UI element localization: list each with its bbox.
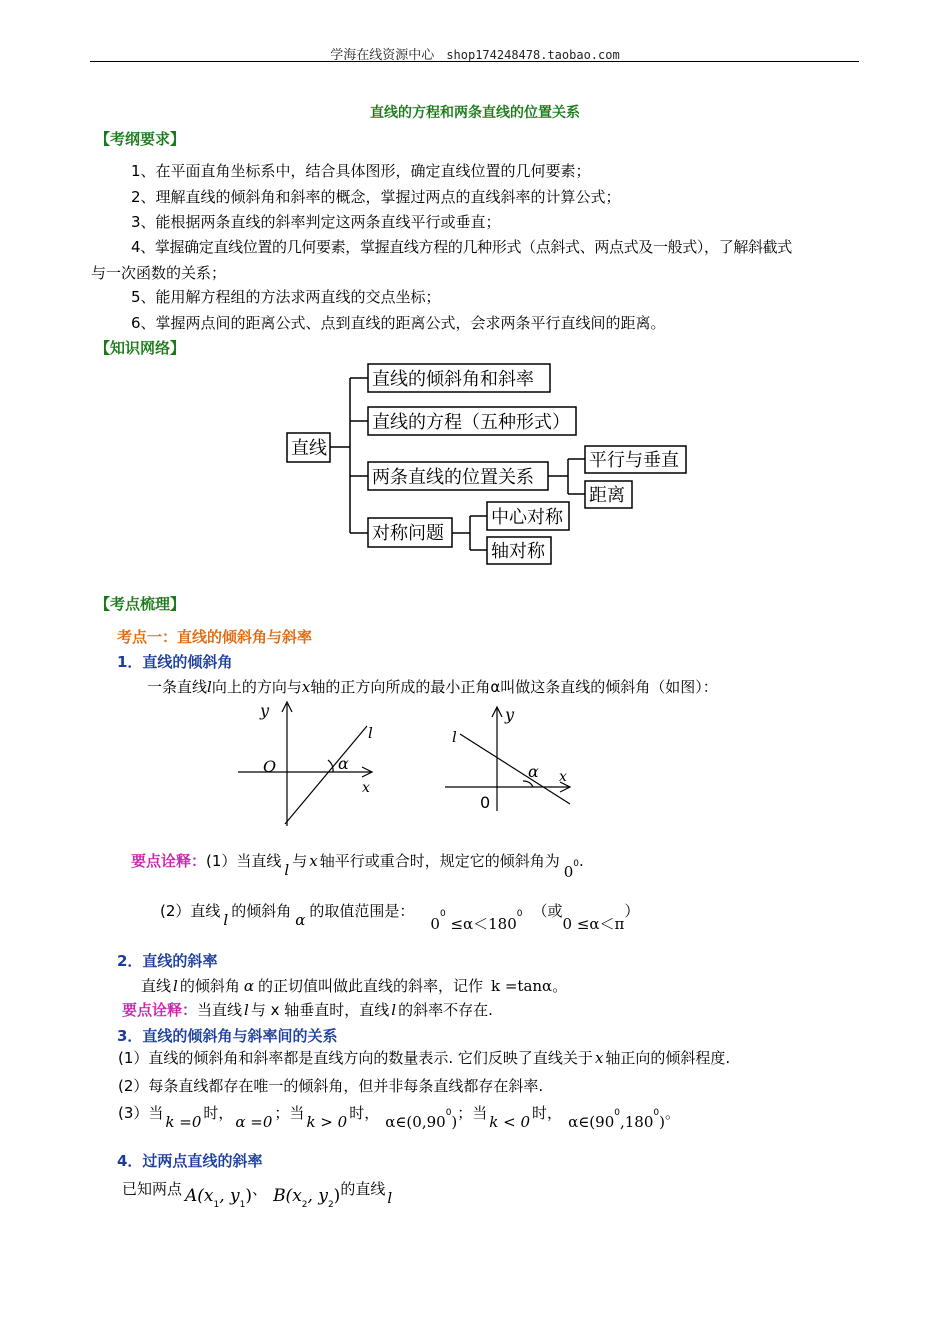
s3-p3-shi: 时， [203,1104,234,1122]
s3-p3-k1: k =0 [165,1113,202,1131]
figure-positive-slope [230,696,390,832]
s3-p3-k2: k > 0 [306,1113,348,1131]
page-title: 直线的方程和两条直线的位置关系 [370,105,580,121]
net-b3a: 平行与垂直 [589,450,679,471]
s2-alpha: α [243,977,254,995]
s3-p1-a: (1）直线的倾斜角和斜率都是直线方向的数量表示. 它们反映了直线关于 [118,1049,593,1067]
kp1-s2-def [141,975,567,996]
net-b4a: 中心对称 [491,507,563,528]
kp1-s4-title: 4．过两点直线的斜率 [117,1152,263,1170]
note2-or-close: ） [624,902,640,920]
figure-negative-slope [440,696,590,816]
s4-b: 的直线 [340,1180,386,1198]
req-1: 1、在平面直角坐标系中，结合具体图形，确定直线位置的几何要素； [131,162,591,180]
s4-A1: 1 [213,1200,220,1210]
note2-range-sup1: 0 [439,909,446,919]
s2-l: l [173,977,178,995]
header-url: shop174248478.taobao.com [446,48,620,62]
req-4-cont: 与一次函数的关系； [91,264,227,282]
note2-l: l [223,911,229,929]
s2-formula: k =tanα [491,977,553,995]
fig1-x: x [362,780,370,796]
fig1-l: l [368,724,373,742]
s3-p3-sup: 0 [445,1108,452,1118]
kp1-s4-p [122,1178,393,1210]
def-c: 轴的正方向所成的最小正角α叫做这条直线的倾斜角（如图）： [310,678,718,696]
s3-p3-a3m: ,180 [619,1113,654,1131]
header-site: 学海在线资源中心 [330,48,435,63]
section-kaodian: 【考点梳理】 [95,595,186,613]
s4-A: A(x [185,1186,214,1206]
s4-B1: 2 [301,1200,308,1210]
kp1-s2-note [122,999,493,1020]
s3-p3-a2: α∈(0,90 [385,1113,446,1131]
kp1-note1 [131,850,584,881]
s4-Be: ) [333,1186,341,1206]
net-b3b: 距离 [589,485,625,506]
s3-p3-a: (3）当 [118,1104,164,1122]
fig1-alpha: α [338,754,349,773]
note2-or-open: （或 [532,902,563,920]
net-b1: 直线的倾斜角和斜率 [372,369,534,390]
net-b4: 对称问题 [372,523,444,544]
s3-p3-a2e: ) [451,1113,458,1131]
s3-p3-sup3: 0 [653,1108,660,1118]
s4-Ae: ) [245,1186,253,1206]
net-b4b: 轴对称 [491,541,545,562]
net-b3: 两条直线的位置关系 [372,467,534,488]
kp1-s1-def [147,676,718,697]
s2-note-label: 要点诠释： [122,1001,198,1019]
req-5: 5、能用解方程组的方法求两直线的交点坐标； [131,288,441,306]
net-root: 直线 [291,438,327,459]
s2-b: 的倾斜角 [179,977,240,995]
fig2-x: x [559,769,567,785]
s4-Bm: , y [307,1186,328,1206]
fig2-alpha: α [528,762,539,781]
note1-b: 与 [292,852,308,870]
note1-x: x [309,852,318,870]
fig2-o: 0 [480,793,491,812]
s2-c: 的正切值叫做此直线的斜率，记作 [257,977,483,995]
s3-p1-x: x [594,1049,604,1067]
s3-p3-shi3: 时， [532,1104,563,1122]
section-zhishi: 【知识网络】 [95,339,186,357]
kp1-s3-title: 3．直线的倾斜角与斜率间的关系 [117,1027,338,1045]
s4-sep: 、 [252,1180,268,1198]
section-kaogang: 【考纲要求】 [95,130,186,148]
s3-p3-shi2: 时， [349,1104,380,1122]
s4-A2: 1 [239,1200,246,1210]
kp1-title: 考点一：直线的倾斜角与斜率 [117,628,313,646]
note1-end: . [579,852,584,870]
note1-c: 轴平行或重合时，规定它的倾斜角为 [319,852,560,870]
fig2-y: y [505,705,515,724]
s4-B: B(x [273,1186,302,1206]
kp1-s1-title: 1．直线的倾斜角 [117,653,233,671]
note2-range-sup2: 0 [516,909,523,919]
req-6: 6、掌握两点间的距离公式、点到直线的距离公式，会求两条平行直线间的距离。 [131,314,666,332]
note1-zero: 0 [563,863,574,881]
note2-b: 的倾斜角 [231,902,292,920]
fig2-l: l [452,728,457,746]
note2-range-b: ≤α＜180 [445,915,517,933]
req-4: 4、掌握确定直线位置的几何要素，掌握直线方程的几种形式（点斜式、两点式及一般式），了解斜截式 [131,238,792,256]
knowledge-network [0,0,950,580]
note2-range-a: 0 [430,915,440,933]
fig1-y: y [260,701,270,720]
net-b2: 直线的方程（五种形式） [372,412,570,433]
s4-a: 已知两点 [122,1180,183,1198]
s2-note-b: 与 x 轴垂直时，直线 [250,1001,390,1019]
s2-end: 。 [552,977,568,995]
s2-a: 直线 [141,977,172,995]
s3-p3-sup2: 0 [614,1108,620,1118]
def-a: 一条直线 [147,678,208,696]
kp1-s3-p2: (2）每条直线都存在唯一的倾斜角，但并非每条直线都存在斜率. [118,1077,544,1095]
kp1-s2-title: 2．直线的斜率 [117,952,218,970]
note2-alpha: α [295,911,306,929]
s4-l: l [387,1189,393,1207]
s3-p3-end: 。 [664,1104,680,1122]
s3-p3-k3: k < 0 [489,1113,531,1131]
kp1-s3-p1 [118,1047,730,1068]
s3-p3-a1: α =0 [235,1113,273,1131]
s2-note-l: l [244,1001,249,1019]
s4-Am: , y [219,1186,240,1206]
s2-note-l2: l [391,1001,397,1019]
s3-p3-semi2: ；当 [457,1104,488,1122]
s3-p3-a3e: ) [659,1113,665,1131]
note1-deg: 0 [573,859,580,869]
s4-B2: 2 [327,1200,334,1210]
s3-p3-semi1: ；当 [274,1104,305,1122]
note2-range2: 0 ≤α＜π [562,915,625,933]
req-3: 3、能根据两条直线的斜率判定这两条直线平行或垂直； [131,213,501,231]
s2-note-a: 当直线 [197,1001,243,1019]
note2-a: (2）直线 [160,902,221,920]
req-2: 2、理解直线的倾斜角和斜率的概念，掌握过两点的直线斜率的计算公式； [131,188,621,206]
note1-l: l [284,861,290,879]
s3-p1-b: 轴正向的倾斜程度. [605,1049,731,1067]
def-b: 向上的方向与 [211,678,302,696]
s3-p3-a3: α∈(90 [568,1113,615,1131]
fig1-o: O [263,757,277,776]
s2-note-c: 的斜率不存在. [398,1001,493,1019]
def-x: x [301,678,311,696]
note2-c: 的取值范围是： [309,902,415,920]
note1-a: (1）当直线 [206,852,282,870]
def-l: l [207,678,212,696]
note1-label: 要点诠释： [131,852,207,870]
kp1-s3-p3 [118,1102,680,1131]
